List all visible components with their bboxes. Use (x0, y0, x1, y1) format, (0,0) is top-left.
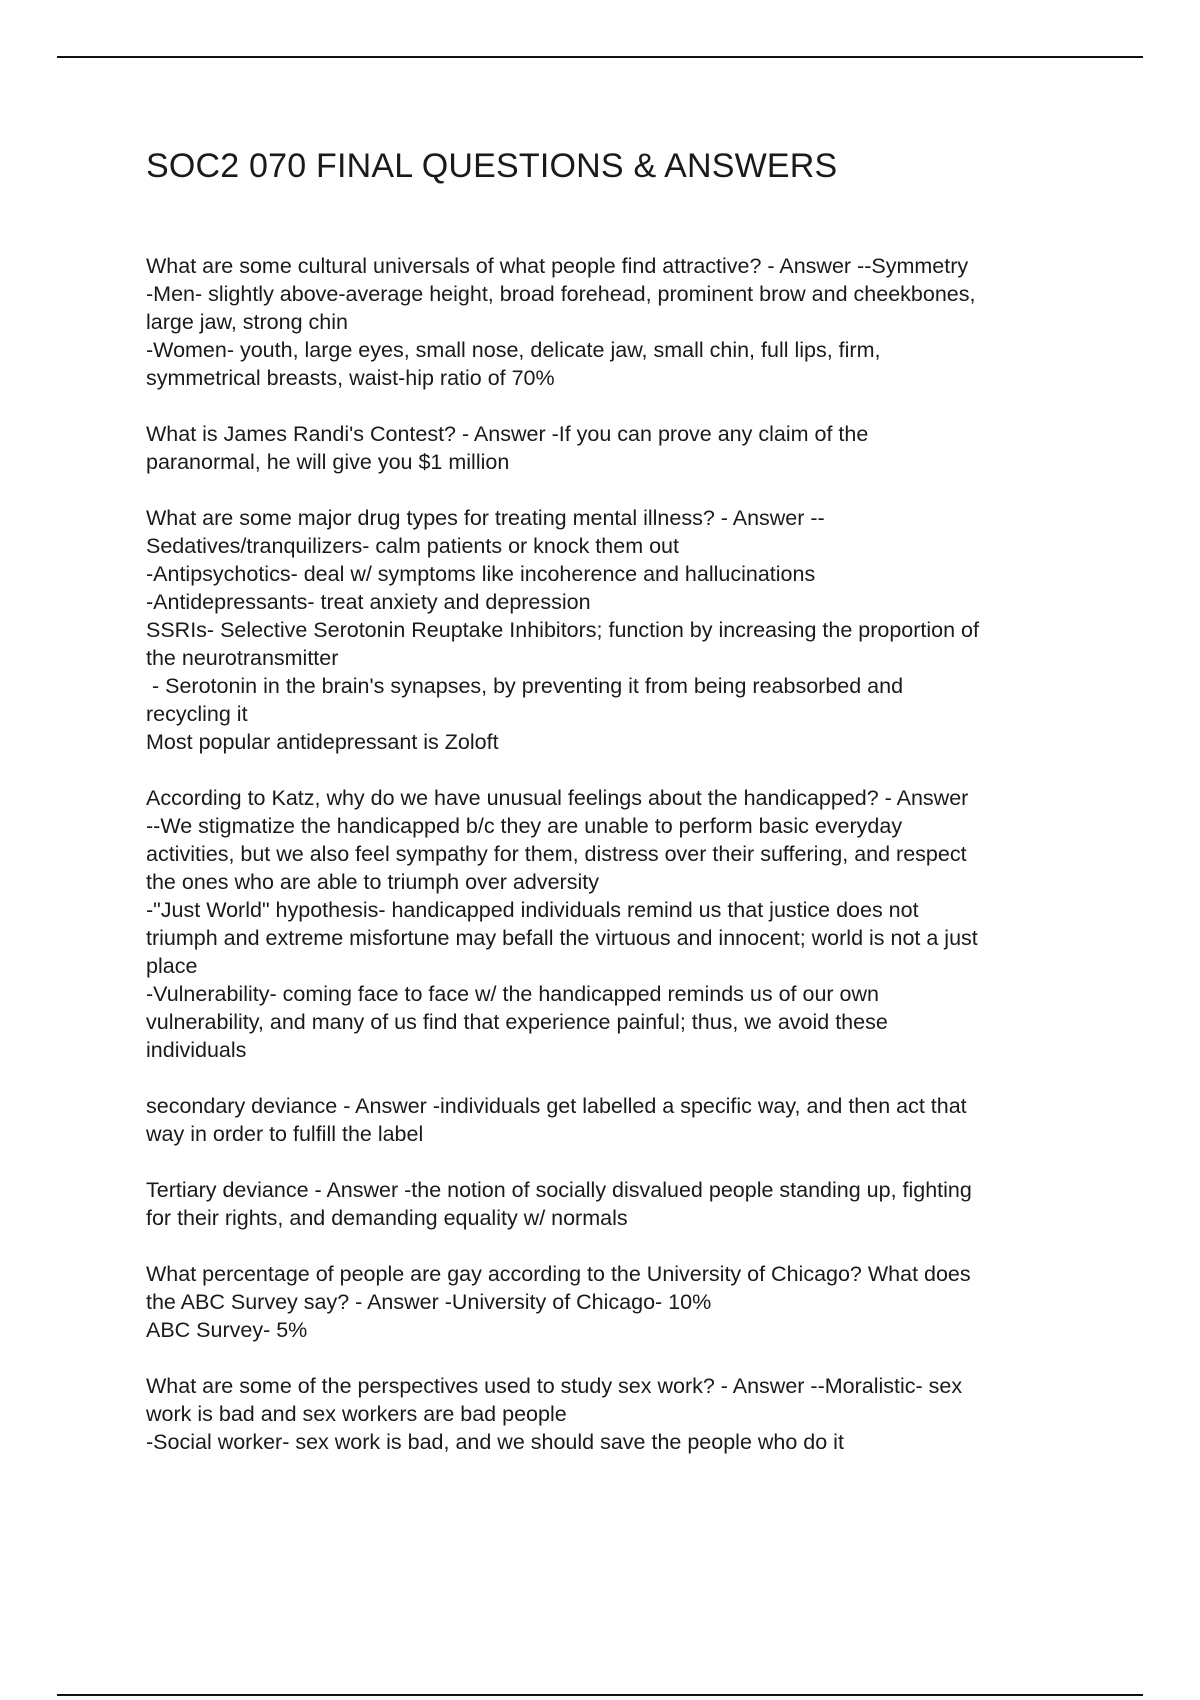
text-line: work is bad and sex workers are bad people (146, 1402, 567, 1426)
bottom-rule (57, 1694, 1143, 1696)
text-line: Sedatives/tranquilizers- calm patients or knock them out (146, 534, 679, 558)
text-line: recycling it (146, 702, 248, 726)
text-line: According to Katz, why do we have unusual feelings about the handicapped? - Answer (146, 786, 969, 810)
text-line: -Vulnerability- coming face to face w/ the handicapped reminds us of our own (146, 982, 879, 1006)
text-line: -Antidepressants- treat anxiety and depression (146, 590, 591, 614)
text-line: ABC Survey- 5% (146, 1318, 308, 1342)
text-line: What are some cultural universals of what people find attractive? - Answer --Symmetry (146, 254, 969, 278)
text-line: activities, but we also feel sympathy for them, distress over their suffering, and respect (146, 842, 967, 866)
text-line: -Antipsychotics- deal w/ symptoms like incoherence and hallucinations (146, 562, 816, 586)
document-body (146, 140, 1091, 1484)
text-line: What is James Randi's Contest? - Answer -If you can prove any claim of the (146, 422, 869, 446)
text-line: What are some of the perspectives used to study sex work? - Answer --Moralistic- sex (146, 1374, 963, 1398)
text-line: - Serotonin in the brain's synapses, by preventing it from being reabsorbed and (146, 674, 904, 698)
text-line: large jaw, strong chin (146, 310, 348, 334)
text-line: individuals (146, 1038, 247, 1062)
qa-item-drug-types (146, 504, 1091, 756)
text-line: for their rights, and demanding equality w/ normals (146, 1206, 628, 1230)
text-line: Tertiary deviance - Answer -the notion of socially disvalued people standing up, fighting (146, 1178, 972, 1202)
text-line: symmetrical breasts, waist-hip ratio of 70% (146, 366, 555, 390)
top-rule (57, 56, 1143, 58)
text-line: way in order to fulfill the label (146, 1122, 424, 1146)
qa-item-gay-percentage (146, 1260, 1091, 1344)
text-line: --We stigmatize the handicapped b/c they are unable to perform basic everyday (146, 814, 903, 838)
text-line: What percentage of people are gay according to the University of Chicago? What does (146, 1262, 971, 1286)
text-line: triumph and extreme misfortune may befall the virtuous and innocent; world is not a just (146, 926, 978, 950)
text-line: paranormal, he will give you $1 million (146, 450, 510, 474)
text-line: the neurotransmitter (146, 646, 339, 670)
qa-item-sex-work-perspectives (146, 1372, 1091, 1456)
text-line: -Women- youth, large eyes, small nose, delicate jaw, small chin, full lips, firm, (146, 338, 881, 362)
text-line: -"Just World" hypothesis- handicapped individuals remind us that justice does not (146, 898, 919, 922)
qa-item-randi-contest (146, 420, 1091, 476)
text-line: -Men- slightly above-average height, broad forehead, prominent brow and cheekbones, (146, 282, 976, 306)
text-line: the ones who are able to triumph over adversity (146, 870, 599, 894)
qa-item-tertiary-deviance (146, 1176, 1091, 1232)
text-line: place (146, 954, 198, 978)
text-line: vulnerability, and many of us find that experience painful; thus, we avoid these (146, 1010, 888, 1034)
qa-item-attractiveness (146, 252, 1091, 392)
text-line: -Social worker- sex work is bad, and we should save the people who do it (146, 1430, 844, 1454)
page-title: SOC2 070 FINAL QUESTIONS & ANSWERS (146, 147, 838, 185)
text-line: secondary deviance - Answer -individuals get labelled a specific way, and then act that (146, 1094, 967, 1118)
text-line: the ABC Survey say? - Answer -University of Chicago- 10% (146, 1290, 712, 1314)
text-line: SSRIs- Selective Serotonin Reuptake Inhibitors; function by increasing the proportion of (146, 618, 979, 642)
qa-item-secondary-deviance (146, 1092, 1091, 1148)
qa-item-katz-handicapped (146, 784, 1091, 1064)
text-line: Most popular antidepressant is Zoloft (146, 730, 499, 754)
text-line: What are some major drug types for treating mental illness? - Answer -- (146, 506, 825, 530)
